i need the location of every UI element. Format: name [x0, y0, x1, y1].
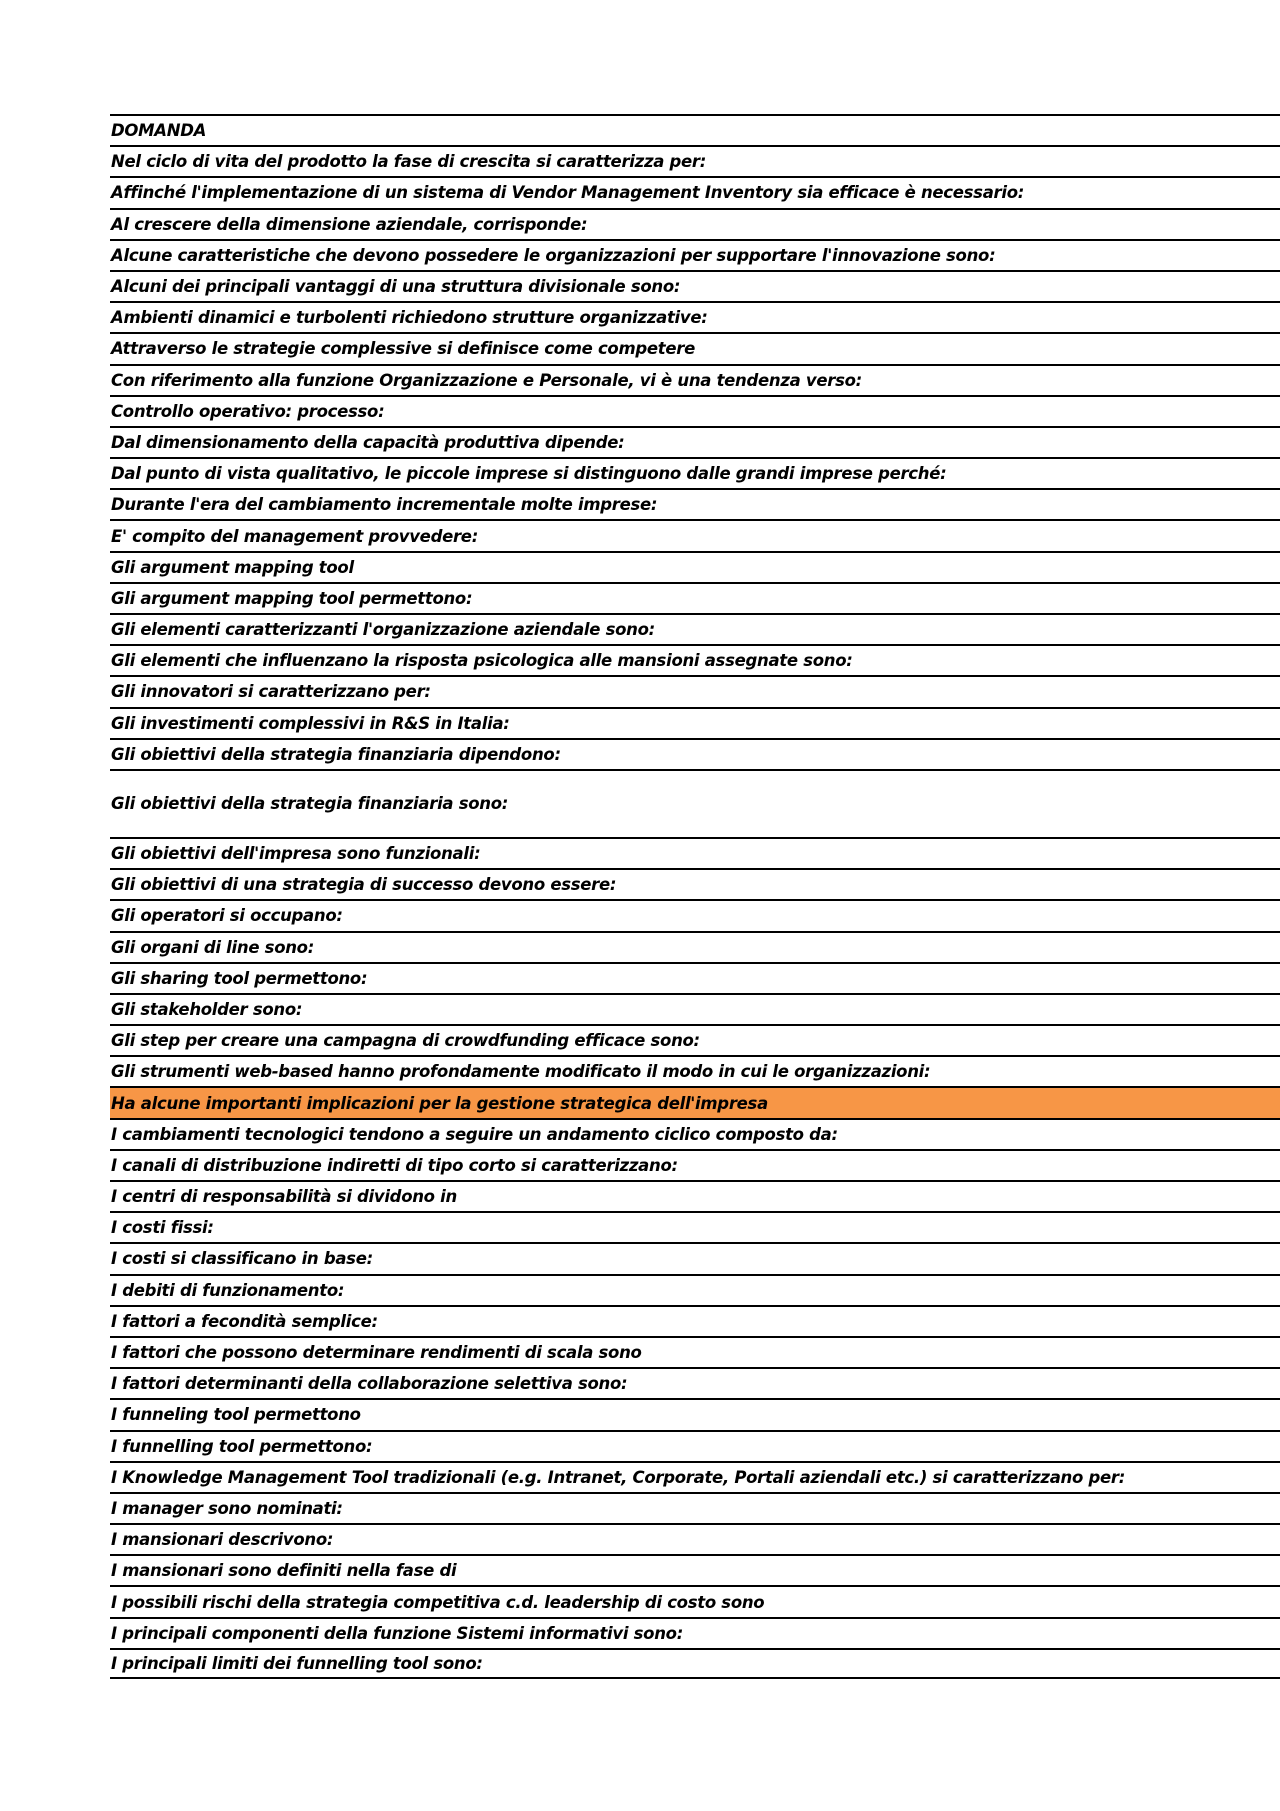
table-row: Gli argument mapping tool permettono: [110, 582, 1280, 613]
question-rows [110, 145, 1280, 1679]
table-row: Gli argument mapping tool [110, 551, 1280, 582]
table-row: I debiti di funzionamento: [110, 1274, 1280, 1305]
table-row: Nel ciclo di vita del prodotto la fase di crescita si caratterizza per: [110, 145, 1280, 176]
table-row: I possibili rischi della strategia competitiva c.d. leadership di costo sono [110, 1585, 1280, 1616]
table-row: Gli investimenti complessivi in R&S in Italia: [110, 707, 1280, 738]
table-row: I costi fissi: [110, 1211, 1280, 1242]
table-row: Gli step per creare una campagna di crowdfunding efficace sono: [110, 1024, 1280, 1055]
table-row: I principali componenti della funzione Sistemi informativi sono: [110, 1617, 1280, 1648]
table-row: I cambiamenti tecnologici tendono a seguire un andamento ciclico composto da: [110, 1118, 1280, 1149]
table-row: I centri di responsabilità si dividono in [110, 1180, 1280, 1211]
table-row: Dal dimensionamento della capacità produttiva dipende: [110, 426, 1280, 457]
table-row: I principali limiti dei funnelling tool sono: [110, 1648, 1280, 1679]
table-row: Gli innovatori si caratterizzano per: [110, 675, 1280, 706]
table-row: I canali di distribuzione indiretti di tipo corto si caratterizzano: [110, 1149, 1280, 1180]
table-row: I Knowledge Management Tool tradizionali (e.g. Intranet, Corporate, Portali aziendali etc.) si caratterizzano per: [110, 1461, 1280, 1492]
table-row-highlighted: Ha alcune importanti implicazioni per la gestione strategica dell'impresa [110, 1086, 1280, 1117]
table-row: I mansionari sono definiti nella fase di [110, 1554, 1280, 1585]
table-row: Gli operatori si occupano: [110, 899, 1280, 930]
table-row: I costi si classificano in base: [110, 1242, 1280, 1273]
table-row: I funneling tool permettono [110, 1398, 1280, 1429]
table-row: I fattori a fecondità semplice: [110, 1305, 1280, 1336]
table-row: Gli stakeholder sono: [110, 993, 1280, 1024]
table-row: Al crescere della dimensione aziendale, corrisponde: [110, 208, 1280, 239]
table-row: I manager sono nominati: [110, 1492, 1280, 1523]
table-row: I mansionari descrivono: [110, 1523, 1280, 1554]
question-table [110, 114, 1280, 1679]
table-row: E' compito del management provvedere: [110, 519, 1280, 550]
table-row: Alcune caratteristiche che devono possedere le organizzazioni per supportare l'innovazione sono: [110, 239, 1280, 270]
table-row: Gli sharing tool permettono: [110, 962, 1280, 993]
table-row: I fattori che possono determinare rendimenti di scala sono [110, 1336, 1280, 1367]
table-row: Gli elementi che influenzano la risposta psicologica alle mansioni assegnate sono: [110, 644, 1280, 675]
table-row: Gli strumenti web-based hanno profondamente modificato il modo in cui le organizzazioni: [110, 1055, 1280, 1086]
table-row: I fattori determinanti della collaborazione selettiva sono: [110, 1367, 1280, 1398]
table-row: Controllo operativo: processo: [110, 395, 1280, 426]
table-header: DOMANDA [110, 114, 1280, 145]
table-row: Gli obiettivi di una strategia di successo devono essere: [110, 868, 1280, 899]
table-row: Gli obiettivi dell'impresa sono funzionali: [110, 837, 1280, 868]
table-row: Con riferimento alla funzione Organizzazione e Personale, vi è una tendenza verso: [110, 364, 1280, 395]
table-row: Gli elementi caratterizzanti l'organizzazione aziendale sono: [110, 613, 1280, 644]
table-row: Ambienti dinamici e turbolenti richiedono strutture organizzative: [110, 301, 1280, 332]
table-row: I funnelling tool permettono: [110, 1430, 1280, 1461]
table-row: Alcuni dei principali vantaggi di una struttura divisionale sono: [110, 270, 1280, 301]
table-row: Gli obiettivi della strategia finanziaria dipendono: [110, 738, 1280, 769]
table-row: Durante l'era del cambiamento incrementale molte imprese: [110, 488, 1280, 519]
table-row: Gli organi di line sono: [110, 931, 1280, 962]
table-row: Gli obiettivi della strategia finanziaria sono: [110, 769, 1280, 837]
table-row: Attraverso le strategie complessive si definisce come competere [110, 332, 1280, 363]
table-row: Dal punto di vista qualitativo, le piccole imprese si distinguono dalle grandi imprese perché: [110, 457, 1280, 488]
table-row: Affinché l'implementazione di un sistema di Vendor Management Inventory sia efficace è necessario: [110, 176, 1280, 207]
